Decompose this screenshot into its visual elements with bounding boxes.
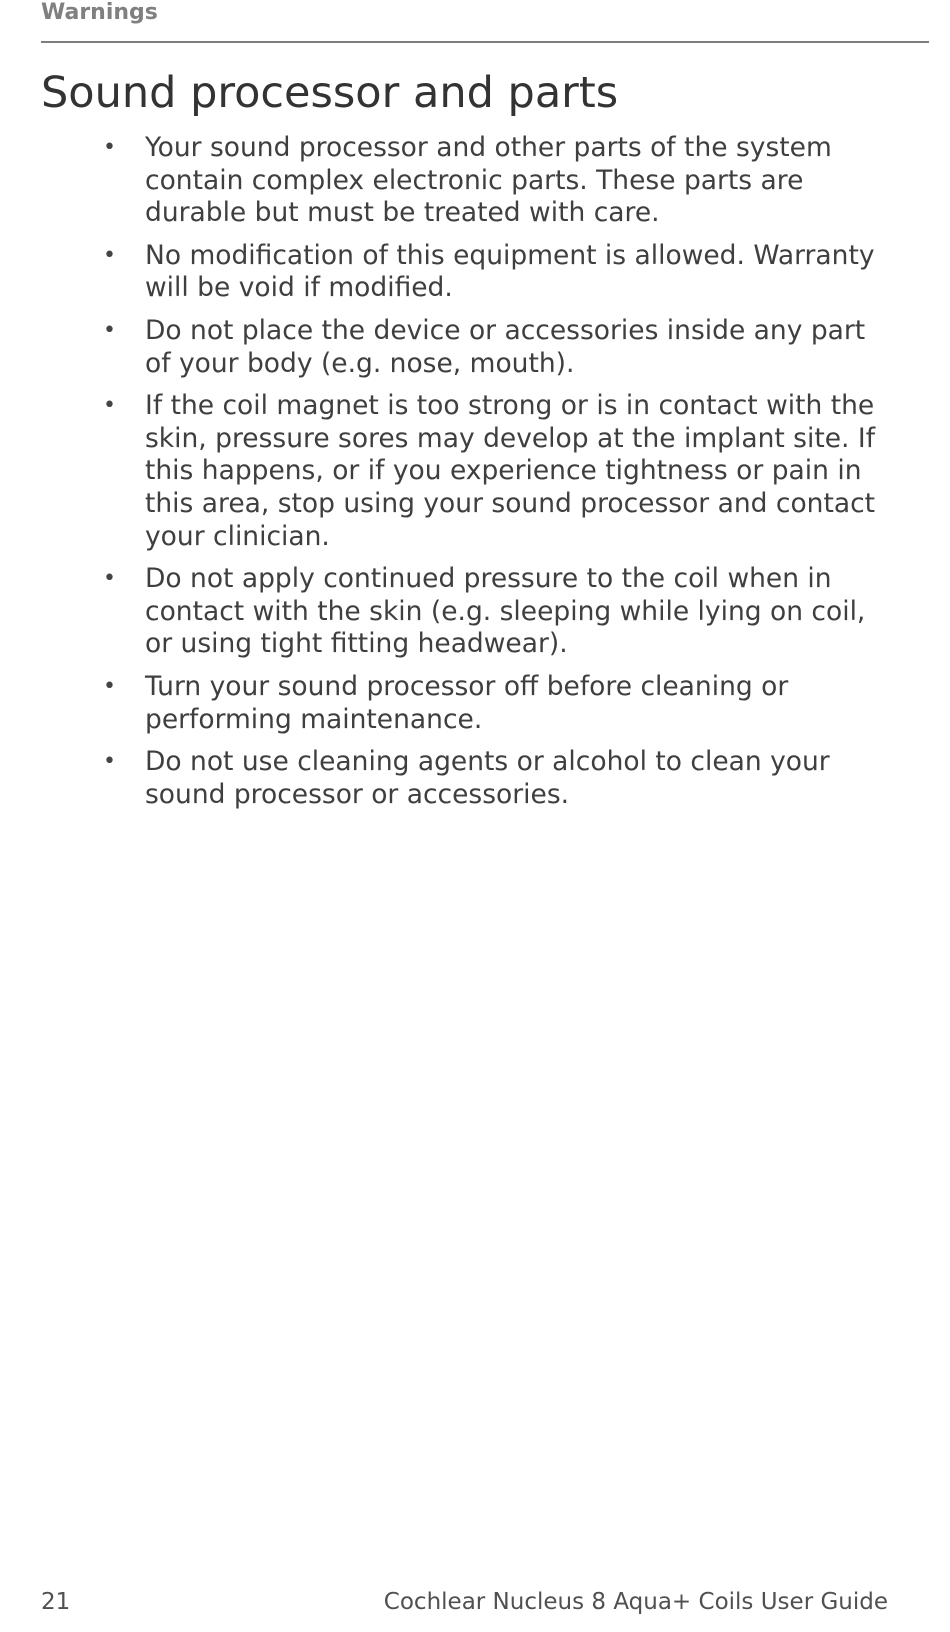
bullet: • bbox=[103, 673, 116, 699]
list-item-text: Your sound processor and other parts of the system contain complex electronic parts. These parts are durable but must be treated with care. bbox=[145, 132, 832, 229]
bullet: • bbox=[103, 393, 116, 419]
footer-document-title: Cochlear Nucleus 8 Aqua+ Coils User Guide bbox=[383, 1589, 888, 1615]
list-item-text: No modification of this equipment is allowed. Warranty will be void if modified. bbox=[145, 239, 875, 304]
list-item-text: Do not use cleaning agents or alcohol to clean your sound processor or accessories. bbox=[145, 746, 830, 810]
bullet: • bbox=[103, 317, 116, 343]
list-item bbox=[0, 132, 950, 230]
list-item-text: Turn your sound processor off before cleaning or performing maintenance. bbox=[145, 670, 789, 735]
list-item-text: Do not place the device or accessories inside any part of your body (e.g. nose, mouth). bbox=[145, 314, 866, 379]
section-title: Sound processor and parts bbox=[41, 68, 619, 118]
list-item bbox=[0, 390, 950, 553]
list-item bbox=[0, 671, 950, 736]
bullet: • bbox=[103, 242, 116, 268]
bullet: • bbox=[103, 749, 116, 775]
list-item bbox=[0, 240, 950, 305]
bullet: • bbox=[103, 135, 116, 160]
list-item bbox=[0, 315, 950, 380]
running-header: Warnings bbox=[41, 0, 158, 25]
list-item bbox=[0, 563, 950, 661]
page-number: 21 bbox=[41, 1589, 71, 1615]
bullet: • bbox=[103, 566, 116, 592]
list-item-text: If the coil magnet is too strong or is in contact with the skin, pressure sores may develop at the implant site. If this happens, or if you experience tightness or pain in this area, stop using your sound processor and contact your clinician. bbox=[145, 390, 876, 552]
warnings-list bbox=[0, 132, 950, 821]
list-item-text: Do not apply continued pressure to the coil when in contact with the skin (e.g. sleeping while lying on coil, or using tight fitting headwear). bbox=[145, 563, 866, 660]
list-item bbox=[0, 746, 950, 811]
header-rule bbox=[41, 41, 929, 43]
